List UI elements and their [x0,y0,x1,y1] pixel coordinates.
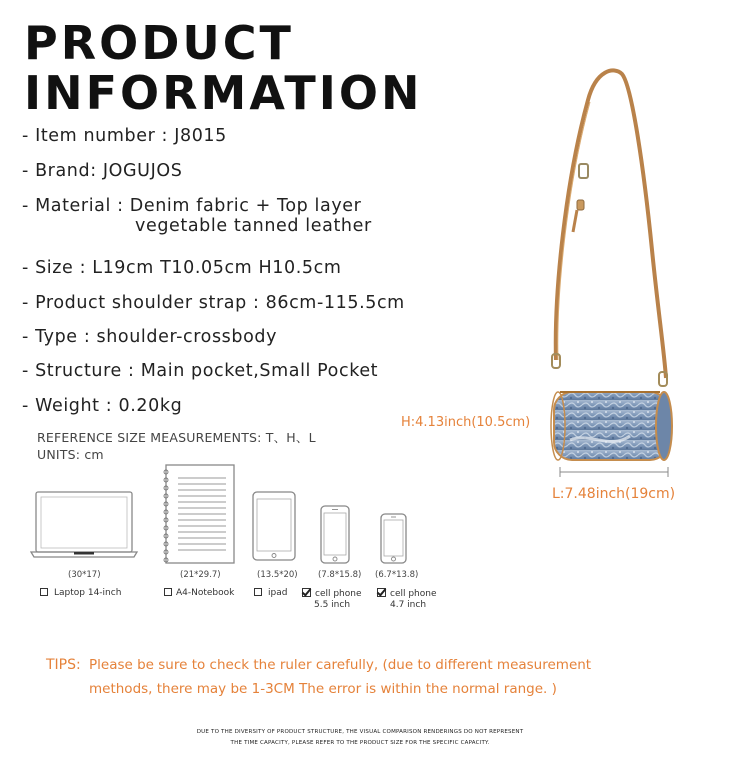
phone-small-checkbox[interactable] [377,588,386,597]
length-dimension: L:7.48inch(19cm) [552,486,676,502]
phone-small-size: (6.7*13.8) [375,570,419,580]
phone-large-checkbox[interactable] [302,588,311,597]
phone-small-label-size: 4.7 inch [390,600,427,610]
spec-material-line-1: - Material : Denim fabric + Top layer [22,196,362,216]
ipad-size: (13.5*20) [257,570,298,580]
spec-item-number: - Item number : J8015 [22,126,227,146]
spec-brand: - Brand: JOGUJOS [22,161,183,181]
spec-material-line-2: vegetable tanned leather [135,216,372,236]
notebook-label [164,588,234,599]
laptop-icon [30,490,165,562]
spec-type: - Type : shoulder-crossbody [22,327,278,347]
phone-small-icon [378,513,410,565]
notebook-size: (21*29.7) [180,570,221,580]
length-ruler [540,452,675,482]
tips-label: TIPS: [46,657,81,673]
footer-line-2: THE TIME CAPACITY, PLEASE REFER TO THE PRODUCT SIZE FOR THE SPECIFIC CAPACITY. [230,740,490,746]
spec-material [22,196,372,236]
spec-weight: - Weight : 0.20kg [22,396,183,416]
laptop-label [40,588,121,599]
spec-strap: - Product shoulder strap : 86cm-115.5cm [22,293,405,313]
notebook-icon [160,464,238,566]
phone-large-label-text: cell phone [315,589,362,599]
ipad-label-text: ipad [268,588,288,598]
spec-size: - Size : L19cm T10.05cm H10.5cm [22,258,342,278]
footer-line-1: DUE TO THE DIVERSITY OF PRODUCT STRUCTURE, THE VISUAL COMPARISON RENDERINGS DO NOT REPRESENT [196,729,524,735]
notebook-checkbox[interactable] [164,588,172,596]
page-title [24,18,422,118]
reference-heading: REFERENCE SIZE MEASUREMENTS: T、H、L [37,430,316,445]
phone-large-icon [318,505,352,565]
phone-large-size: (7.8*15.8) [318,570,362,580]
laptop-size: (30*17) [68,570,101,580]
laptop-label-text: Laptop 14-inch [54,588,122,598]
phone-large-label-size: 5.5 inch [314,600,351,610]
spec-structure: - Structure : Main pocket,Small Pocket [22,361,379,381]
phone-small-label-text: cell phone [390,589,437,599]
ipad-checkbox[interactable] [254,588,262,596]
phone-large-label [302,588,362,611]
tips-text: Please be sure to check the ruler carefully, (due to different measurement methods, there may be 1-3CM The error is within the normal range. ) [89,657,592,697]
title-line-1: PRODUCT [24,16,294,70]
laptop-checkbox[interactable] [40,588,48,596]
height-dimension: H:4.13inch(10.5cm) [401,415,531,430]
ipad-label [254,588,287,599]
phone-small-label [377,588,437,611]
notebook-label-text: A4-Notebook [176,588,235,598]
bag-image [540,60,710,480]
reference-units: UNITS: cm [37,447,104,462]
tips-block [46,653,646,701]
title-line-2: INFORMATION [24,66,423,120]
ipad-icon [250,491,300,563]
